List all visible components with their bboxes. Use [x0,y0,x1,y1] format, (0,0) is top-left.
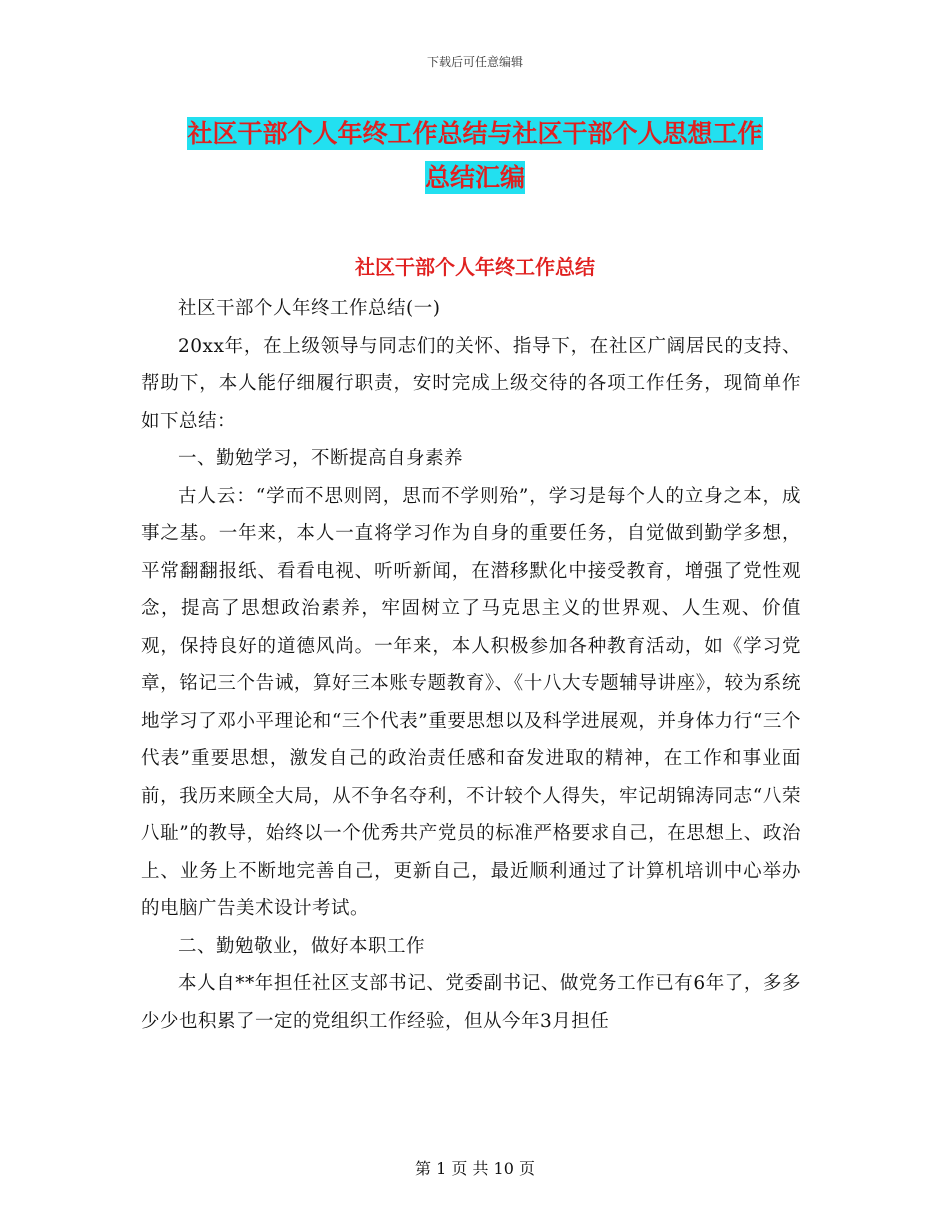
paragraph-intro: 20xx年，在上级领导与同志们的关怀、指导下，在社区广阔居民的支持、帮助下，本人能仔细履行职责，安时完成上级交待的各项工作任务，现简单作如下总结： [141,335,801,432]
section-title: 社区干部个人年终工作总结 [355,255,595,279]
title-line-1: 社区干部个人年终工作总结与社区干部个人思想工作 [187,119,763,148]
document-title [0,112,950,200]
header-note: 下载后可任意编辑 [426,55,523,69]
page-footer: 第 1 页 共 10 页 [415,1159,535,1178]
paragraph-work: 本人自**年担任社区支部书记、党委副书记、做党务工作已有6年了，多多少少也积累了一定的党组织工作经验，但从今年3月担任 [141,973,801,1032]
paragraph-subtitle: 社区干部个人年终工作总结(一) [178,298,441,319]
heading-study: 一、勤勉学习，不断提高自身素养 [178,448,464,469]
title-line-2: 总结汇编 [424,163,525,192]
document-body [141,290,801,1040]
heading-work: 二、勤勉敬业，做好本职工作 [178,935,426,957]
paragraph-study: 古人云：“学而不思则罔，思而不学则殆”，学习是每个人的立身之本，成事之基。一年来，本人一直将学习作为自身的重要任务，自觉做到勤学多想，平常翻翻报纸、看看电视、听听新闻，在潜移默化中接受教育，增强了党性观念，提高了思想政治素养，牢固树立了马克思主义的世界观、人生观、价值观，保持良好的道德风尚。一年来，本人积极参加各种教育活动，如《学习党章，铭记三个告诫，算好三本账专题教育》、《十八大专题辅导讲座》，较为系统地学习了邓小平理论和“三个代表”重要思想以及科学进展观，并身体力行“三个代表”重要思想，激发自己的政治责任感和奋发进取的精神，在工作和事业面前，我历来顾全大局，从不争名夺利，不计较个人得失，牢记胡锦涛同志“八荣八耻”的教导，始终以一个优秀共产党员的标准严格要求自己，在思想上、政治上、业务上不断地完善自己，更新自己，最近顺利通过了计算机培训中心举办的电脑广告美术设计考试。 [141,485,801,919]
